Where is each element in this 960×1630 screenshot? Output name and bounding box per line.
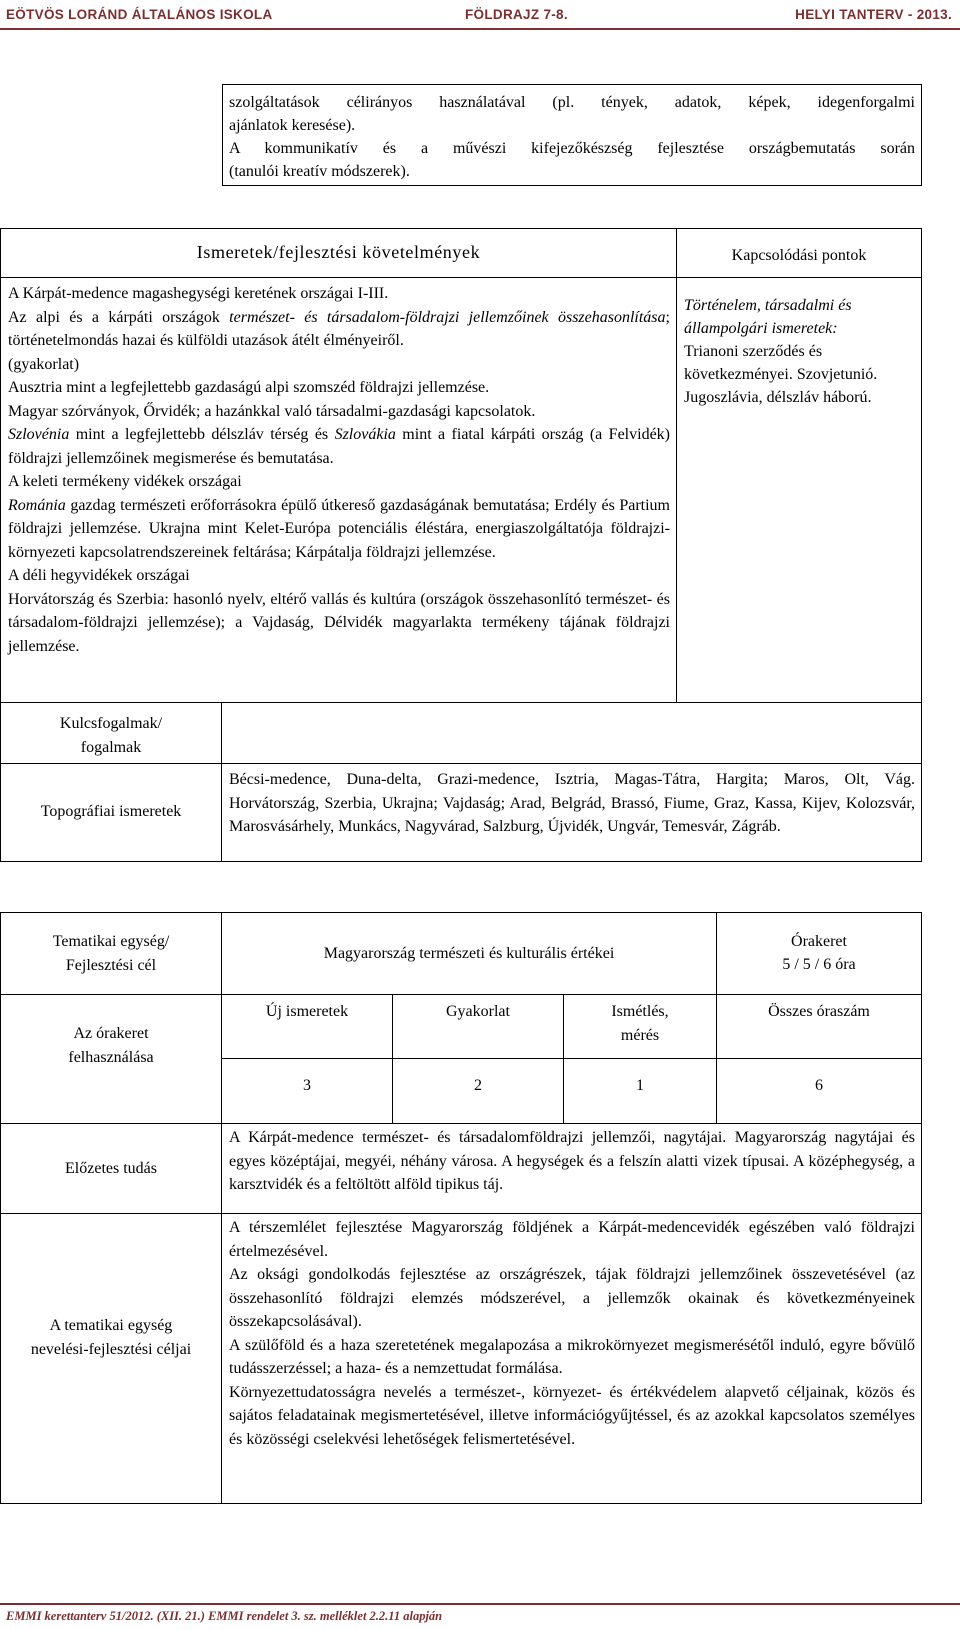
col1-header: Ismeretek/fejlesztési követelmények xyxy=(196,242,481,262)
p-keleti-videkek: A keleti termékeny vidékek országai xyxy=(8,473,242,490)
col-practice: Gyakorlat xyxy=(446,1003,510,1020)
top-line-4: (tanulói kreatív módszerek). xyxy=(229,163,410,180)
val-new: 3 xyxy=(303,1077,311,1094)
p-ausztria: Ausztria mint a legfejlettebb gazdaságú alpi szomszéd földrajzi jellemzése. xyxy=(8,379,490,396)
goals-value xyxy=(229,1216,915,1451)
p-alpi-karpati: Az alpi és a kárpáti országok természet- és társadalom-földrajzi jellemzőinek összehasonlítása; történetelmondás hazai és külföldi utazások átélt élményeiről. xyxy=(8,308,670,349)
footer-divider xyxy=(0,1603,960,1605)
col-review: Ismétlés, mérés xyxy=(611,1003,669,1044)
topo-label: Topográfiai ismeretek xyxy=(40,803,182,820)
tematikai-value: Magyarország természeti és kulturális értékei xyxy=(323,945,615,962)
p-romania: Románia gazdag természeti erőforrásokra épülő útkereső gazdaságának bemutatása; Erdély és Partium földrajzi jellemzése. Ukrajna mint Kelet-Európa potenciális éléstára, energiaszolgáltatója földrajzi-környezeti kapcsolatrendszereinek feltárása; Kárpátalja földrajzi jellemzése. xyxy=(8,496,670,561)
p-deli-hegyvidekek: A déli hegyvidékek országai xyxy=(8,567,190,584)
p-gyakorlat: (gyakorlat) xyxy=(8,355,80,373)
header-divider xyxy=(0,28,960,30)
links-subject: Történelem, társadalmi és állampolgári ismeretek: xyxy=(684,297,852,337)
col-total: Összes óraszám xyxy=(768,1003,870,1020)
val-total: 6 xyxy=(815,1077,823,1094)
goal-3: A szülőföld és a haza szeretetének megalapozása a mikrokörnyezet megismerésétől induló, egyre bővülő tudásszerzéssel; a haza- és a nemzettudat formálása. xyxy=(229,1336,915,1377)
top-line-1: szolgáltatások célirányos használatával (pl. tények, adatok, képek, idegenforgalmi xyxy=(229,94,915,111)
curriculum-name: HELYI TANTERV - 2013. xyxy=(795,7,952,22)
p-szlovenia: Szlovénia mint a legfejlettebb délszláv térség és Szlovákia mint a fiatal kárpáti ország (a Felvidék) földrajzi jellemzőinek megismerése és bemutatása. xyxy=(8,426,671,467)
p-magyar-szorvanyok: Magyar szórványok, Őrvidék; a hazánkkal való társadalmi-gazdasági kapcsolatok. xyxy=(8,402,536,420)
tematikai-label: Tematikai egység/ Fejlesztési cél xyxy=(52,933,170,974)
p-horvatorszag: Horvátország és Szerbia: hasonló nyelv, eltérő vallás és kultúra (országok összehasonlító természet- és társadalom-földrajzi jellemzése); a Vajdaság, Délvidék magyarlakta termékeny tájának földrajzi jellemzése. xyxy=(8,590,670,655)
kulcs-label: Kulcsfogalmak/ fogalmak xyxy=(59,715,163,756)
top-line-2: ajánlatok keresése). xyxy=(229,117,356,134)
orakeret-value: 5 / 5 / 6 óra xyxy=(782,956,856,973)
goal-4: Környezettudatosságra nevelés a természet-, környezet- és értékvédelem alapvető céljainak, közös és sajátos feladatainak megismertetésével, illetve információgyűjtéssel, és az azokkal kapcsolatos személyes és közösségi cselekvési lehetőségek felismertetésével. xyxy=(229,1383,915,1448)
kapcsolodasi-pontok xyxy=(684,294,916,409)
top-line-3: A kommunikatív és a művészi kifejezőkészség fejlesztése országbemutatás során xyxy=(229,140,915,157)
main-body-text xyxy=(8,282,670,658)
goal-2: Az oksági gondolkodás fejlesztése az országrészek, tájak földrajzi jellemzőinek összevetésével (az összehasonlító földrajzi elemzés módszerével, a jellemzők okainak és következményeinek összekapcsolásával). xyxy=(229,1266,915,1330)
prior-label: Előzetes tudás xyxy=(65,1160,157,1177)
val-practice: 2 xyxy=(474,1077,482,1094)
col2-header: Kapcsolódási pontok xyxy=(731,247,867,264)
prior-value: A Kárpát-medence természet- és társadalomföldrajzi jellemzői, nagytájai. Magyarország nagytájai és egyes középtájai, megyéi, néhány városa. A hegységek és a felszín alatti vizek típusai. A középhegység, a karsztvidék és a feltöltött alföld tipikus táj. xyxy=(229,1129,915,1193)
goals-label: A tematikai egység nevelési-fejlesztési céljai xyxy=(30,1317,192,1358)
goal-1: A térszemlélet fejlesztése Magyarország földjének a Kárpát-medencevidék egészében való földrajzi értelmezésével. xyxy=(229,1219,915,1260)
val-review: 1 xyxy=(636,1077,644,1094)
school-name: EÖTVÖS LORÁND ÁLTALÁNOS ISKOLA xyxy=(6,7,273,22)
topo-value: Bécsi-medence, Duna-delta, Grazi-medence, Isztria, Magas-Tátra, Hargita; Maros, Olt, Vág. Horvátország, Szerbia, Ukrajna; Vajdaság; Arad, Belgrád, Brassó, Fiume, Graz, Kassa, Kijev, Kolozsvár, Marosvásárhely, Munkács, Nagyvárad, Salzburg, Újvidék, Ungvár, Temesvár, Zágráb. xyxy=(229,771,915,835)
orakeret-label: Órakeret xyxy=(791,933,847,950)
links-topics: Trianoni szerződés és következményei. Szovjetunió. Jugoszlávia, délszláv háború. xyxy=(684,343,878,406)
usage-label: Az órakeret felhasználása xyxy=(68,1025,154,1066)
footer-text: EMMI kerettanterv 51/2012. (XII. 21.) EMMI rendelet 3. sz. melléklet 2.2.11 alapján xyxy=(6,1609,443,1623)
subject-name: FÖLDRAJZ 7-8. xyxy=(465,7,568,22)
kulcs-value-cell xyxy=(221,702,922,764)
col-new: Új ismeretek xyxy=(265,1003,349,1020)
p-karpat-medence: A Kárpát-medence magashegységi keretének országai I-III. xyxy=(8,285,389,302)
